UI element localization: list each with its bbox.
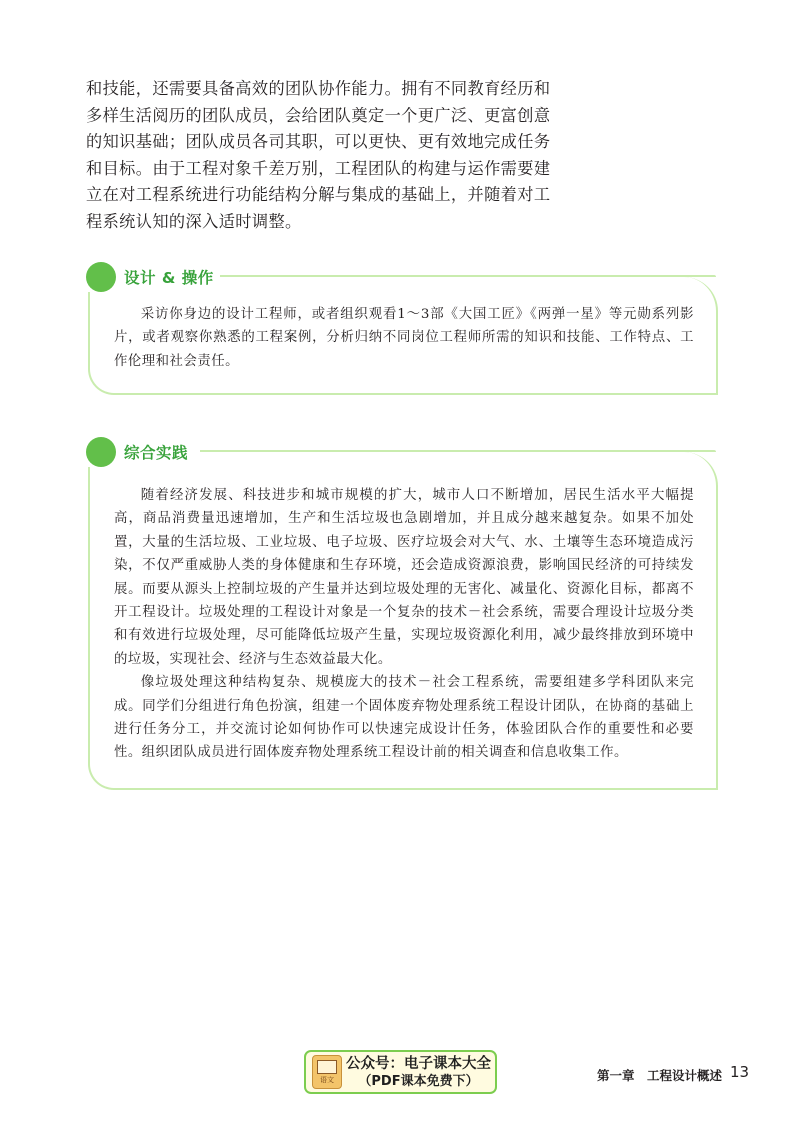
chapter-title: 第一章 工程设计概述 — [597, 1068, 723, 1083]
practice-paragraph-1: 随着经济发展、科技进步和城市规模的扩大，城市人口不断增加，居民生活水平大幅提高，商品消费量迅速增加，生产和生活垃圾也急剧增加，并且成分越来越复杂。如果不加处置，大量的生活垃圾、工业垃圾、电子垃圾、医疗垃圾会对大气、水、土壤等生态环境造成污染，不仅严重威胁人类的身体健康和生存环境，还会造成资源浪费，影响国民经济的可持续发展。而要从源头上控制垃圾的产生量并达到垃圾处理的无害化、减量化、资源化目标，都离不开工程设计。垃圾处理的工程设计对象是一个复杂的技术－社会系统，需要合理设计垃圾分类和有效进行垃圾处理，尽可能降低垃圾产生量，实现垃圾资源化利用，减少最终排放到环境中的垃圾，实现社会、经济与生态效益最大化。 — [114, 488, 694, 667]
design-operation-body — [114, 303, 694, 373]
box-frame-line — [212, 275, 716, 277]
intro-paragraph: 和技能，还需要具备高效的团队协作能力。拥有不同教育经历和多样生活阅历的团队成员，会给团队奠定一个更广泛、更富创意的知识基础；团队成员各司其职，可以更快、更有效地完成任务和目标。由于工程对象千差万别，工程团队的构建与运作需要建立在对工程系统进行功能结构分解与集成的基础上，并随着对工程系统认知的深入适时调整。 — [86, 79, 551, 231]
integrated-practice-box — [88, 444, 718, 790]
intro-text — [86, 76, 556, 236]
badge-text — [342, 1055, 495, 1090]
green-circle-icon — [86, 262, 116, 292]
book-icon — [317, 1060, 337, 1074]
integrated-practice-body — [114, 484, 694, 765]
box-frame-line — [200, 450, 716, 452]
box-header — [86, 437, 194, 467]
badge-line-2: （PDF课本免费下） — [358, 1073, 479, 1089]
badge-icon-text: 语文 — [320, 1075, 334, 1084]
page-number: 13 — [730, 1063, 750, 1081]
design-operation-paragraph: 采访你身边的设计工程师，或者组织观看1～3部《大国工匠》《两弹一星》等元勋系列影片，或者观察你熟悉的工程案例，分析归纳不同岗位工程师所需的知识和技能、工作特点、工作伦理和社会责任。 — [114, 307, 694, 369]
design-operation-title: 设计 & 操作 — [124, 269, 214, 287]
integrated-practice-title: 综合实践 — [124, 444, 189, 462]
box-header — [86, 262, 220, 292]
practice-paragraph-2: 像垃圾处理这种结构复杂、规模庞大的技术－社会工程系统，需要组建多学科团队来完成。同学们分组进行角色扮演，组建一个固体废弃物处理系统工程设计团队，在协商的基础上进行任务分工，并交流讨论如何协作可以快速完成设计任务，体验团队合作的重要性和必要性。组织团队成员进行固体废弃物处理系统工程设计前的相关调查和信息收集工作。 — [114, 675, 694, 761]
book-logo-icon — [312, 1055, 342, 1089]
design-operation-box — [88, 269, 718, 395]
watermark-badge — [304, 1050, 497, 1094]
green-circle-icon — [86, 437, 116, 467]
badge-line-1: 公众号：电子课本大全 — [346, 1055, 491, 1072]
